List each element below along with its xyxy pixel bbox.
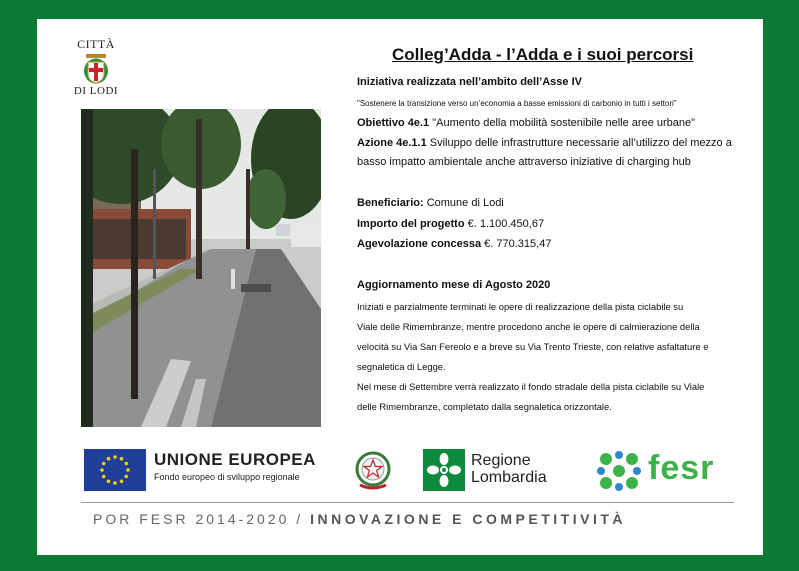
amount-line: [357, 218, 544, 230]
action-label: Azione: [357, 137, 394, 149]
objective-label: Obiettivo: [357, 117, 405, 129]
grant-value: €. 770.315,47: [484, 238, 552, 250]
footer-program: [93, 511, 626, 527]
eu-flag-icon: [84, 449, 146, 491]
street-bike-lane-photo: [81, 109, 321, 427]
axis-quote: "Sostenere la transizione verso un’economia a basse emissioni di carbonio in tutti i settori": [357, 99, 677, 108]
region-name: [471, 452, 547, 486]
beneficiary-line: [357, 197, 504, 209]
italian-republic-emblem-icon: [354, 449, 392, 493]
fesr-symbol-icon: [596, 449, 642, 493]
amount-value: €. 1.100.450,67: [467, 218, 545, 230]
city-of-lodi-logo: [73, 37, 119, 97]
footer-right: INNOVAZIONE E COMPETITIVITÀ: [310, 511, 626, 527]
fesr-wordmark: fesr: [648, 449, 715, 487]
region-line-2: Lombardia: [471, 469, 547, 486]
logo-bottom-text: DI LODI: [73, 85, 119, 97]
update-line: Viale delle Rimembranze, mentre procedono anche le opere di calmierazione della: [357, 321, 700, 332]
action-text-2: basso impatto ambientale anche attraverso iniziative di charging hub: [357, 156, 691, 168]
beneficiary-value: Comune di Lodi: [426, 197, 504, 209]
action-text-1: Sviluppo delle infrastrutture necessarie all’utilizzo del mezzo a: [429, 137, 732, 149]
update-line: Nel mese di Settembre verrà realizzato il fondo stradale della pista ciclabile su Viale: [357, 381, 705, 392]
lodi-shield-icon: [83, 54, 109, 84]
action-line: [357, 137, 732, 149]
update-line: delle Rimembranze, completato dalla segnaletica orizzontale.: [357, 401, 612, 412]
footer-divider: [81, 502, 734, 503]
beneficiary-label: Beneficiario:: [357, 197, 424, 209]
objective-line: [357, 117, 695, 129]
initiative-text: Iniziativa realizzata nell’ambito dell’Asse IV: [357, 76, 582, 88]
logo-top-text: CITTÀ: [77, 37, 115, 51]
update-line: velocità su Via San Fereolo e a breve su Via Trento Trieste, con relative asfaltature e: [357, 341, 709, 352]
eu-subtitle: Fondo europeo di sviluppo regionale: [154, 472, 300, 482]
action-code: 4e.1.1: [396, 137, 427, 149]
objective-code: 4e.1: [407, 117, 430, 129]
region-line-1: Regione: [471, 452, 531, 469]
grant-label: Agevolazione concessa: [357, 238, 482, 250]
eu-name: UNIONE EUROPEA: [154, 450, 316, 469]
update-line: segnaletica di Legge.: [357, 361, 446, 372]
amount-label: Importo del progetto: [357, 218, 465, 230]
lombardia-rose-icon: [423, 449, 465, 491]
poster: [37, 19, 763, 555]
footer-left: POR FESR 2014-2020 /: [93, 511, 304, 527]
grant-line: [357, 238, 551, 250]
objective-text: "Aumento della mobilità sostenibile nelle aree urbane": [432, 117, 696, 129]
update-line: Iniziati e parzialmente terminati le opere di realizzazione della pista ciclabile su: [357, 301, 684, 312]
update-heading: Aggiornamento mese di Agosto 2020: [357, 279, 551, 291]
page-title: Colleg’Adda - l’Adda e i suoi percorsi: [392, 45, 694, 64]
